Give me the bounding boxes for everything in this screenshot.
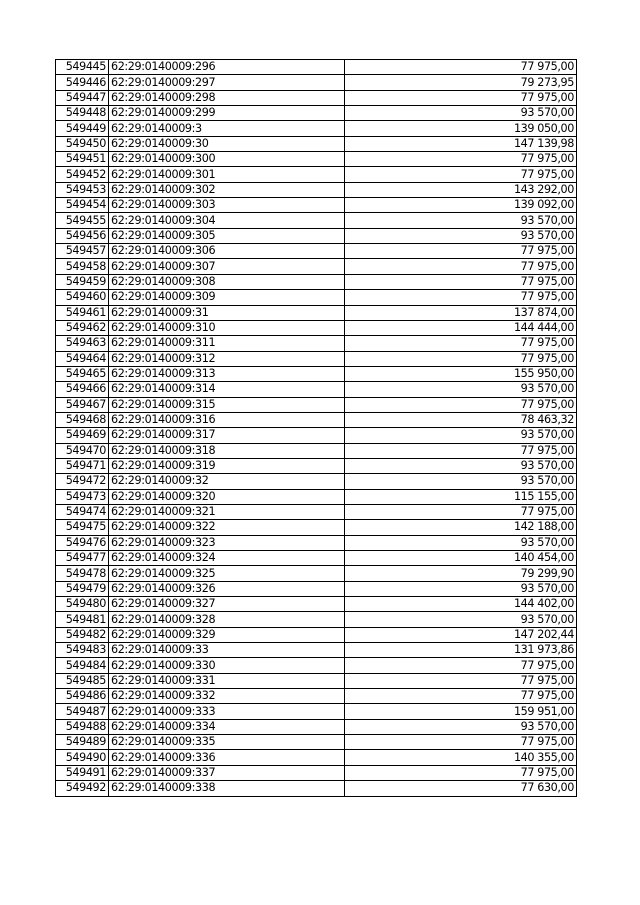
row-id-cell: 549488	[56, 719, 109, 734]
cadastral-value-cell: 93 570,00	[345, 535, 577, 550]
cadastral-value-cell: 93 570,00	[345, 228, 577, 243]
row-id-cell: 549454	[56, 198, 109, 213]
row-id-cell: 549455	[56, 213, 109, 228]
cadastral-number-cell: 62:29:0140009:297	[109, 75, 345, 90]
table-row	[56, 244, 577, 259]
row-id-cell: 549492	[56, 781, 109, 796]
cadastral-number-cell: 62:29:0140009:315	[109, 397, 345, 412]
cadastral-value-cell: 77 975,00	[345, 504, 577, 519]
table-row	[56, 213, 577, 228]
row-id-cell: 549449	[56, 121, 109, 136]
cadastral-value-cell: 77 975,00	[345, 397, 577, 412]
cadastral-value-cell: 115 155,00	[345, 489, 577, 504]
row-id-cell: 549461	[56, 305, 109, 320]
table-row	[56, 259, 577, 274]
row-id-cell: 549465	[56, 366, 109, 381]
cadastral-number-cell: 62:29:0140009:317	[109, 428, 345, 443]
cadastral-number-cell: 62:29:0140009:312	[109, 351, 345, 366]
table-body	[56, 60, 577, 797]
table-row	[56, 781, 577, 796]
table-row	[56, 504, 577, 519]
row-id-cell: 549481	[56, 612, 109, 627]
cadastral-number-cell: 62:29:0140009:320	[109, 489, 345, 504]
cadastral-number-cell: 62:29:0140009:307	[109, 259, 345, 274]
cadastral-number-cell: 62:29:0140009:31	[109, 305, 345, 320]
cadastral-number-cell: 62:29:0140009:302	[109, 182, 345, 197]
table-row	[56, 458, 577, 473]
table-row	[56, 412, 577, 427]
table-row	[56, 704, 577, 719]
table-row	[56, 658, 577, 673]
table-row	[56, 198, 577, 213]
table-row	[56, 167, 577, 182]
cadastral-number-cell: 62:29:0140009:318	[109, 443, 345, 458]
cadastral-value-cell: 77 975,00	[345, 90, 577, 105]
row-id-cell: 549466	[56, 382, 109, 397]
cadastral-value-cell: 139 092,00	[345, 198, 577, 213]
cadastral-value-cell: 144 402,00	[345, 597, 577, 612]
table-row	[56, 597, 577, 612]
row-id-cell: 549483	[56, 643, 109, 658]
cadastral-value-cell: 93 570,00	[345, 719, 577, 734]
cadastral-number-cell: 62:29:0140009:305	[109, 228, 345, 243]
row-id-cell: 549451	[56, 152, 109, 167]
row-id-cell: 549471	[56, 458, 109, 473]
row-id-cell: 549478	[56, 566, 109, 581]
row-id-cell: 549446	[56, 75, 109, 90]
table-row	[56, 305, 577, 320]
cadastral-number-cell: 62:29:0140009:300	[109, 152, 345, 167]
cadastral-value-cell: 77 975,00	[345, 673, 577, 688]
cadastral-number-cell: 62:29:0140009:332	[109, 689, 345, 704]
cadastral-value-cell: 142 188,00	[345, 520, 577, 535]
row-id-cell: 549474	[56, 504, 109, 519]
cadastral-value-cell: 93 570,00	[345, 428, 577, 443]
table-row	[56, 290, 577, 305]
row-id-cell: 549480	[56, 597, 109, 612]
cadastral-number-cell: 62:29:0140009:321	[109, 504, 345, 519]
cadastral-value-cell: 77 975,00	[345, 658, 577, 673]
cadastral-value-cell: 131 973,86	[345, 643, 577, 658]
row-id-cell: 549463	[56, 336, 109, 351]
row-id-cell: 549473	[56, 489, 109, 504]
table-row	[56, 121, 577, 136]
row-id-cell: 549447	[56, 90, 109, 105]
table-row	[56, 765, 577, 780]
table-row	[56, 397, 577, 412]
table-row	[56, 228, 577, 243]
row-id-cell: 549482	[56, 627, 109, 642]
cadastral-number-cell: 62:29:0140009:337	[109, 765, 345, 780]
cadastral-value-cell: 77 975,00	[345, 689, 577, 704]
row-id-cell: 549445	[56, 60, 109, 75]
cadastral-number-cell: 62:29:0140009:319	[109, 458, 345, 473]
row-id-cell: 549467	[56, 397, 109, 412]
table-row	[56, 428, 577, 443]
row-id-cell: 549448	[56, 106, 109, 121]
cadastral-value-cell: 77 975,00	[345, 735, 577, 750]
cadastral-number-cell: 62:29:0140009:309	[109, 290, 345, 305]
table-row	[56, 106, 577, 121]
row-id-cell: 549469	[56, 428, 109, 443]
cadastral-value-cell: 77 975,00	[345, 152, 577, 167]
row-id-cell: 549489	[56, 735, 109, 750]
cadastral-value-cell: 93 570,00	[345, 106, 577, 121]
cadastral-value-cell: 93 570,00	[345, 474, 577, 489]
cadastral-number-cell: 62:29:0140009:3	[109, 121, 345, 136]
row-id-cell: 549479	[56, 581, 109, 596]
table-row	[56, 382, 577, 397]
table-row	[56, 551, 577, 566]
cadastral-number-cell: 62:29:0140009:301	[109, 167, 345, 182]
cadastral-value-cell: 143 292,00	[345, 182, 577, 197]
table-row	[56, 566, 577, 581]
cadastral-value-cell: 77 975,00	[345, 336, 577, 351]
table-row	[56, 320, 577, 335]
row-id-cell: 549453	[56, 182, 109, 197]
cadastral-value-cell: 77 975,00	[345, 167, 577, 182]
cadastral-value-cell: 93 570,00	[345, 581, 577, 596]
row-id-cell: 549485	[56, 673, 109, 688]
table-row	[56, 719, 577, 734]
table-row	[56, 90, 577, 105]
row-id-cell: 549476	[56, 535, 109, 550]
cadastral-number-cell: 62:29:0140009:32	[109, 474, 345, 489]
row-id-cell: 549491	[56, 765, 109, 780]
row-id-cell: 549472	[56, 474, 109, 489]
row-id-cell: 549490	[56, 750, 109, 765]
table-row	[56, 136, 577, 151]
table-row	[56, 75, 577, 90]
table-row	[56, 673, 577, 688]
cadastral-value-cell: 137 874,00	[345, 305, 577, 320]
row-id-cell: 549477	[56, 551, 109, 566]
cadastral-value-cell: 144 444,00	[345, 320, 577, 335]
cadastral-value-cell: 140 454,00	[345, 551, 577, 566]
table-row	[56, 750, 577, 765]
cadastral-number-cell: 62:29:0140009:334	[109, 719, 345, 734]
cadastral-number-cell: 62:29:0140009:327	[109, 597, 345, 612]
cadastral-value-cell: 140 355,00	[345, 750, 577, 765]
cadastral-number-cell: 62:29:0140009:335	[109, 735, 345, 750]
cadastral-value-cell: 147 139,98	[345, 136, 577, 151]
cadastral-number-cell: 62:29:0140009:325	[109, 566, 345, 581]
row-id-cell: 549468	[56, 412, 109, 427]
cadastral-number-cell: 62:29:0140009:324	[109, 551, 345, 566]
row-id-cell: 549458	[56, 259, 109, 274]
cadastral-number-cell: 62:29:0140009:303	[109, 198, 345, 213]
row-id-cell: 549475	[56, 520, 109, 535]
table-row	[56, 474, 577, 489]
table-row	[56, 520, 577, 535]
cadastral-number-cell: 62:29:0140009:326	[109, 581, 345, 596]
table-row	[56, 351, 577, 366]
cadastral-number-cell: 62:29:0140009:296	[109, 60, 345, 75]
table-row	[56, 612, 577, 627]
table-row	[56, 735, 577, 750]
table-row	[56, 60, 577, 75]
cadastral-number-cell: 62:29:0140009:308	[109, 274, 345, 289]
cadastral-number-cell: 62:29:0140009:329	[109, 627, 345, 642]
cadastral-number-cell: 62:29:0140009:310	[109, 320, 345, 335]
table-row	[56, 182, 577, 197]
cadastral-value-cell: 93 570,00	[345, 382, 577, 397]
table-row	[56, 689, 577, 704]
cadastral-value-cell: 77 630,00	[345, 781, 577, 796]
cadastral-number-cell: 62:29:0140009:313	[109, 366, 345, 381]
cadastral-number-cell: 62:29:0140009:306	[109, 244, 345, 259]
table-row	[56, 366, 577, 381]
table-row	[56, 535, 577, 550]
cadastral-value-cell: 77 975,00	[345, 244, 577, 259]
row-id-cell: 549484	[56, 658, 109, 673]
cadastral-value-cell: 78 463,32	[345, 412, 577, 427]
row-id-cell: 549462	[56, 320, 109, 335]
table-row	[56, 152, 577, 167]
cadastral-value-cell: 77 975,00	[345, 351, 577, 366]
cadastral-value-table	[55, 59, 577, 797]
table-row	[56, 336, 577, 351]
cadastral-value-cell: 77 975,00	[345, 259, 577, 274]
row-id-cell: 549470	[56, 443, 109, 458]
cadastral-value-cell: 147 202,44	[345, 627, 577, 642]
table-row	[56, 627, 577, 642]
cadastral-value-cell: 93 570,00	[345, 213, 577, 228]
cadastral-number-cell: 62:29:0140009:333	[109, 704, 345, 719]
row-id-cell: 549464	[56, 351, 109, 366]
cadastral-number-cell: 62:29:0140009:330	[109, 658, 345, 673]
cadastral-value-cell: 77 975,00	[345, 765, 577, 780]
cadastral-value-cell: 93 570,00	[345, 458, 577, 473]
table-row	[56, 643, 577, 658]
row-id-cell: 549450	[56, 136, 109, 151]
row-id-cell: 549487	[56, 704, 109, 719]
table-row	[56, 489, 577, 504]
cadastral-number-cell: 62:29:0140009:338	[109, 781, 345, 796]
table-row	[56, 581, 577, 596]
cadastral-number-cell: 62:29:0140009:328	[109, 612, 345, 627]
cadastral-number-cell: 62:29:0140009:316	[109, 412, 345, 427]
cadastral-number-cell: 62:29:0140009:311	[109, 336, 345, 351]
row-id-cell: 549459	[56, 274, 109, 289]
cadastral-number-cell: 62:29:0140009:331	[109, 673, 345, 688]
row-id-cell: 549457	[56, 244, 109, 259]
cadastral-number-cell: 62:29:0140009:323	[109, 535, 345, 550]
cadastral-value-cell: 77 975,00	[345, 274, 577, 289]
cadastral-number-cell: 62:29:0140009:336	[109, 750, 345, 765]
cadastral-number-cell: 62:29:0140009:33	[109, 643, 345, 658]
cadastral-value-cell: 93 570,00	[345, 612, 577, 627]
cadastral-number-cell: 62:29:0140009:304	[109, 213, 345, 228]
cadastral-number-cell: 62:29:0140009:299	[109, 106, 345, 121]
cadastral-number-cell: 62:29:0140009:298	[109, 90, 345, 105]
cadastral-value-cell: 139 050,00	[345, 121, 577, 136]
cadastral-value-cell: 79 299,90	[345, 566, 577, 581]
cadastral-number-cell: 62:29:0140009:30	[109, 136, 345, 151]
cadastral-number-cell: 62:29:0140009:322	[109, 520, 345, 535]
row-id-cell: 549456	[56, 228, 109, 243]
cadastral-value-cell: 159 951,00	[345, 704, 577, 719]
table-row	[56, 274, 577, 289]
cadastral-number-cell: 62:29:0140009:314	[109, 382, 345, 397]
cadastral-value-cell: 77 975,00	[345, 60, 577, 75]
row-id-cell: 549452	[56, 167, 109, 182]
row-id-cell: 549486	[56, 689, 109, 704]
cadastral-value-cell: 79 273,95	[345, 75, 577, 90]
cadastral-value-cell: 77 975,00	[345, 443, 577, 458]
table-row	[56, 443, 577, 458]
row-id-cell: 549460	[56, 290, 109, 305]
cadastral-value-cell: 77 975,00	[345, 290, 577, 305]
cadastral-value-cell: 155 950,00	[345, 366, 577, 381]
